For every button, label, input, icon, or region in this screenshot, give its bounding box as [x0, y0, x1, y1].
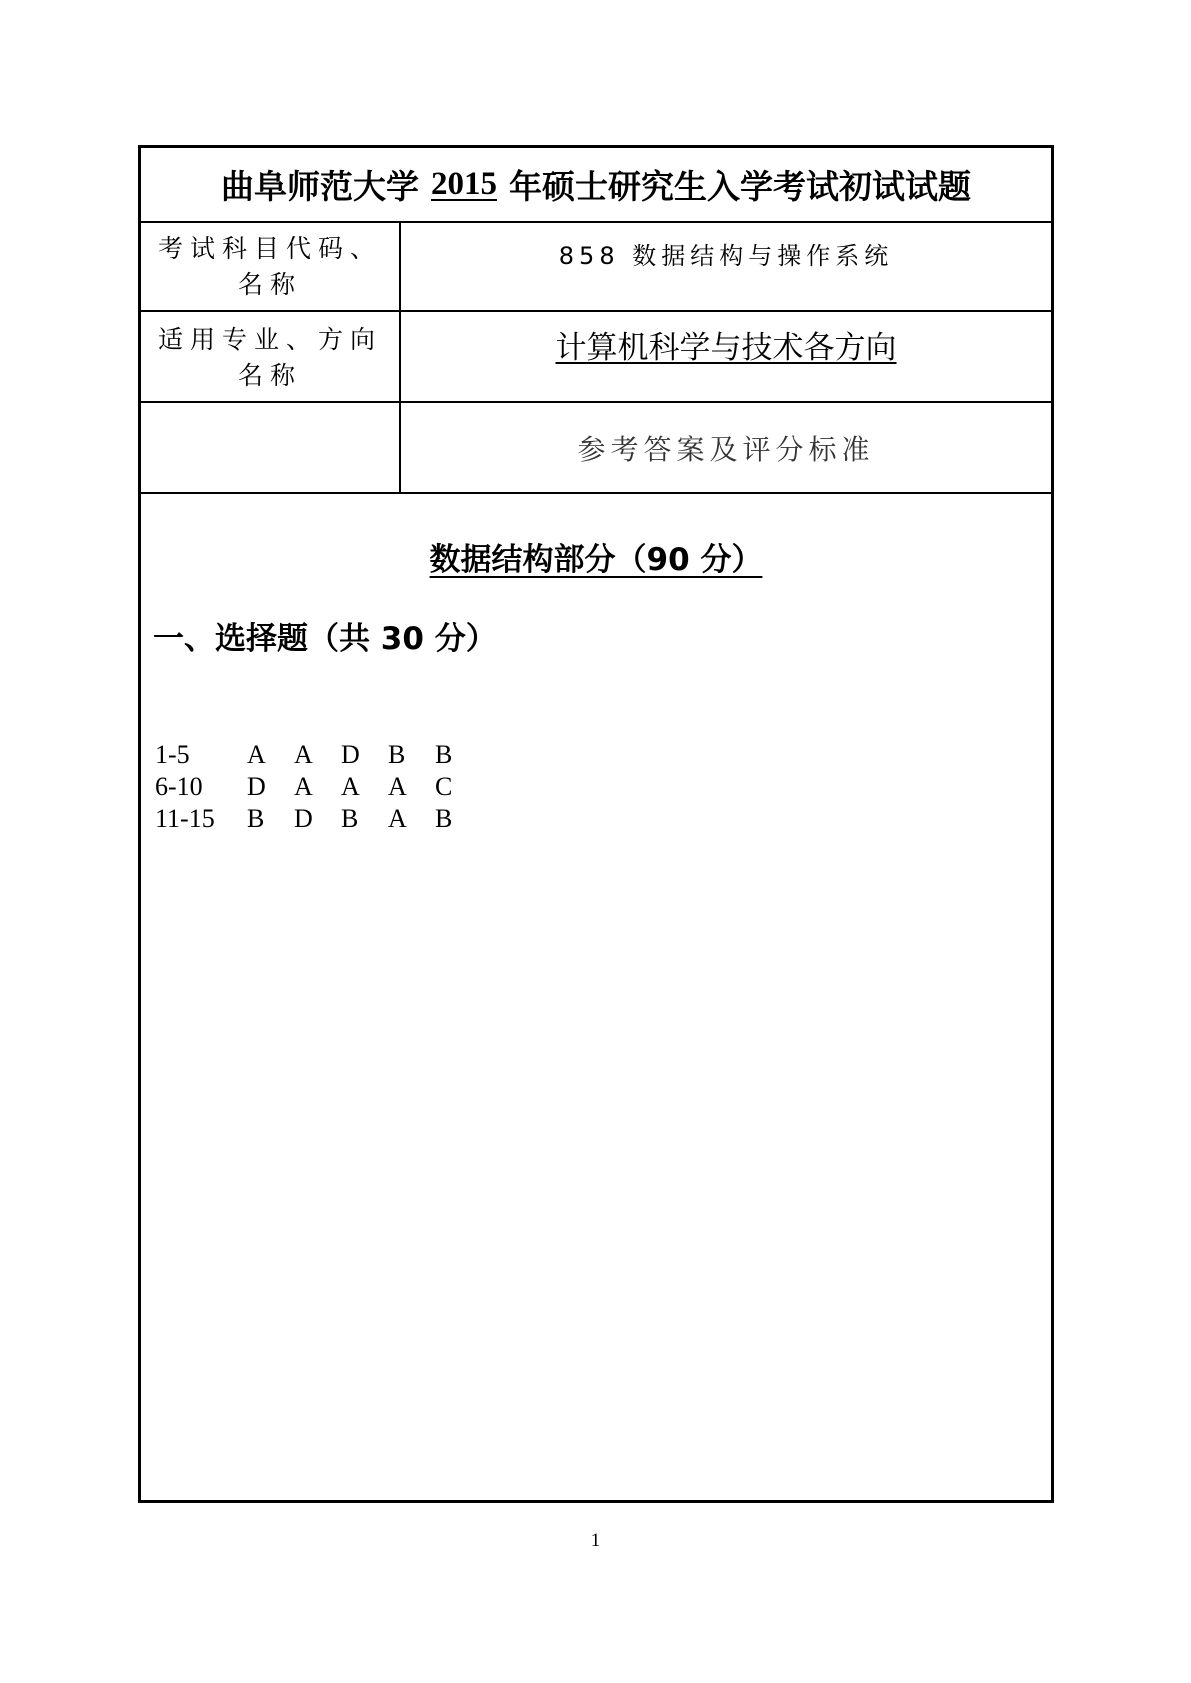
major-value: 计算机科学与技术各方向	[555, 330, 897, 366]
section-title-text: 数据结构部分（90 分）	[429, 542, 763, 578]
question-heading: 一、选择题（共 30 分）	[153, 621, 497, 657]
answer-letter: B	[435, 740, 453, 769]
answer-letter: A	[294, 772, 313, 801]
answer-letter: D	[341, 740, 360, 769]
answer-letter: A	[388, 804, 407, 833]
answer-row	[155, 739, 482, 771]
answer-letter: C	[435, 772, 453, 801]
answer-letter: A	[247, 740, 266, 769]
title-prefix: 曲阜师范大学	[221, 167, 419, 206]
subject-value-cell	[401, 221, 1051, 310]
answer-note: 参考答案及评分标准	[577, 432, 875, 466]
subject-label	[141, 221, 401, 310]
answer-letter: D	[247, 772, 266, 801]
exam-title	[141, 148, 1051, 223]
major-value-cell	[401, 312, 1051, 401]
title-year: 2015	[431, 166, 497, 202]
major-label-line1: 适用专业、方向	[157, 325, 382, 354]
answer-letter: D	[294, 804, 313, 833]
answer-row	[155, 803, 482, 835]
answer-row	[155, 771, 482, 803]
subject-row	[141, 221, 1051, 312]
blank-label	[141, 403, 401, 492]
title-suffix: 年硕士研究生入学考试初试试题	[509, 167, 971, 206]
answer-letter: B	[341, 804, 359, 833]
major-label-line2: 名称	[237, 361, 302, 390]
subject-label-line2: 名称	[237, 270, 302, 299]
answer-range: 11-15	[155, 804, 215, 833]
answer-range: 6-10	[155, 772, 203, 801]
answer-note-cell	[401, 403, 1051, 492]
answer-range: 1-5	[155, 740, 190, 769]
page-number: 1	[590, 1530, 601, 1551]
answer-letter: A	[341, 772, 360, 801]
major-label	[141, 312, 401, 401]
answer-list	[155, 739, 482, 835]
section-title	[141, 534, 1051, 579]
exam-frame	[138, 145, 1054, 1503]
subject-value: 858 数据结构与操作系统	[558, 242, 894, 270]
major-row	[141, 312, 1051, 403]
answer-letter: B	[388, 740, 406, 769]
answer-letter: A	[294, 740, 313, 769]
answer-letter: A	[388, 772, 407, 801]
answer-note-row	[141, 403, 1051, 494]
answer-letter: B	[247, 804, 265, 833]
subject-label-line1: 考试科目代码、	[157, 234, 382, 263]
answer-letter: B	[435, 804, 453, 833]
